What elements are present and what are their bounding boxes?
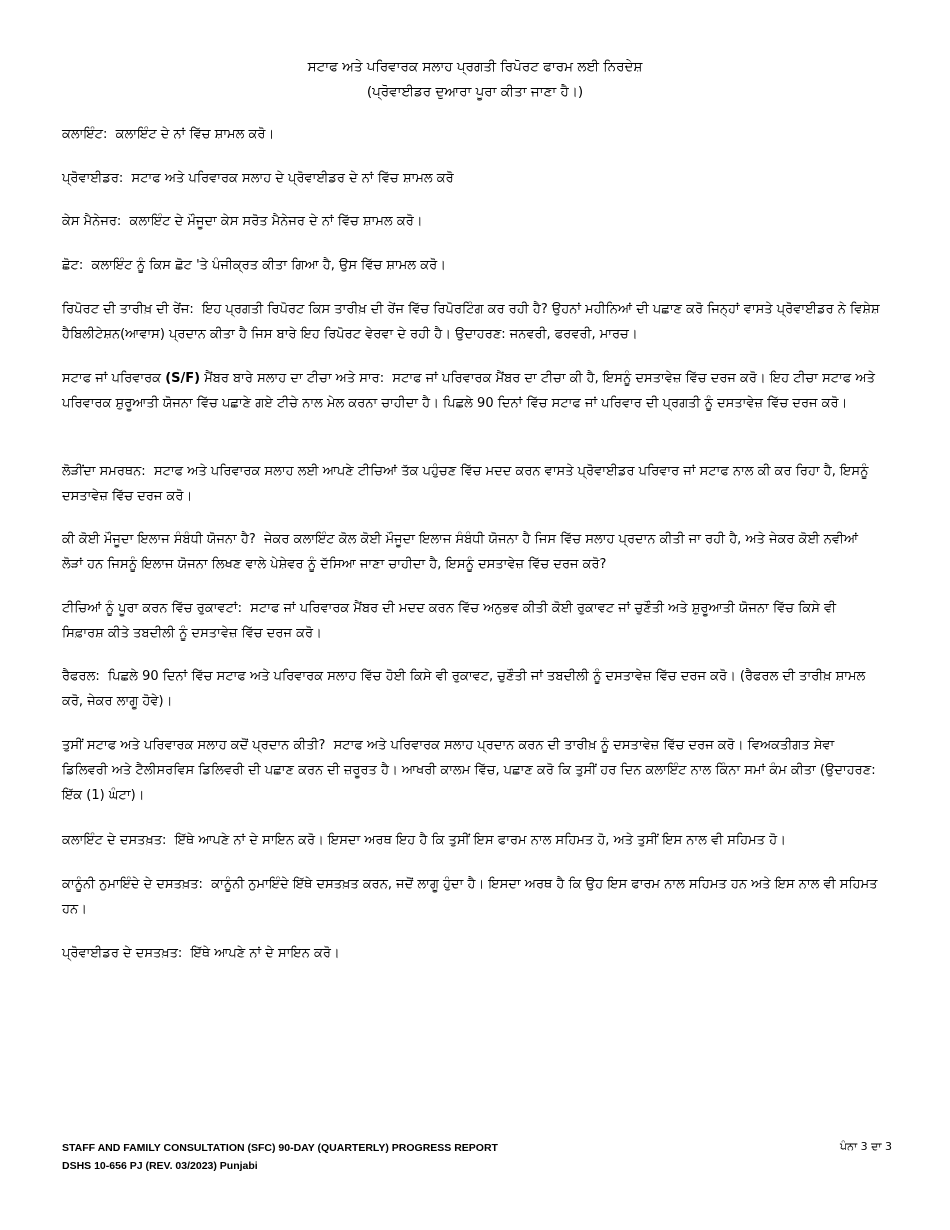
instruction-client-signature [62,828,882,853]
instruction-label: ਰਿਪੋਰਟ ਦੀ ਤਾਰੀਖ਼ ਦੀ ਰੇਂਜ: [62,302,194,317]
instruction-label: ਕੇਸ ਮੈਨੇਜਰ: [62,214,122,229]
instruction-consultation-dates [62,733,882,808]
instruction-barriers [62,596,882,646]
instruction-text: ਕਲਾਇੰਟ ਨੂੰ ਕਿਸ ਛੋਟ 'ਤੇ ਪੰਜੀਕ੍ਰਤ ਕੀਤਾ ਗਿਆ ਹੈ, ਉਸ ਵਿੱਚ ਸ਼ਾਮਲ ਕਰੋ। [91,258,446,273]
page-number: ਪੰਨਾ 3 ਦਾ 3 [839,1140,892,1153]
instruction-legal-rep-signature [62,872,882,922]
footer-form-info [62,1139,498,1175]
instruction-label: ਕਾਨੂੰਨੀ ਨੁਮਾਇੰਦੇ ਦੇ ਦਸਤਖ਼ਤ: [62,877,203,892]
instruction-label-code: (S/F) [165,371,201,386]
instruction-text: ਕਲਾਇੰਟ ਦੇ ਮੌਜੂਦਾ ਕੇਸ ਸਰੋਤ ਮੈਨੇਜਰ ਦੇ ਨਾਂ ਵਿੱਚ ਸ਼ਾਮਲ ਕਰੋ। [129,214,423,229]
document-title: ਸਟਾਫ ਅਤੇ ਪਰਿਵਾਰਕ ਸਲਾਹ ਪ੍ਰਗਤੀ ਰਿਪੋਰਟ ਫਾਰਮ ਲਈ ਨਿਰਦੇਸ਼ [307,59,643,75]
instruction-text: ਕਲਾਇੰਟ ਦੇ ਨਾਂ ਵਿੱਚ ਸ਼ਾਮਲ ਕਰੋ। [115,127,275,142]
instruction-label: ਰੈਫਰਲ: [62,669,100,684]
instruction-label-tail: ਮੈਂਬਰ ਬਾਰੇ ਸਲਾਹ ਦਾ ਟੀਚਾ ਅਤੇ ਸਾਰ: [204,371,385,386]
instruction-text: ਸਟਾਫ ਅਤੇ ਪਰਿਵਾਰਕ ਸਲਾਹ ਦੇ ਪ੍ਰੋਵਾਈਡਰ ਦੇ ਨਾਂ ਵਿੱਚ ਸ਼ਾਮਲ ਕਰੋ [131,171,454,186]
instruction-text: ਸਟਾਫ ਜਾਂ ਪਰਿਵਾਰਕ ਮੈਂਬਰ ਦੀ ਮਦਦ ਕਰਨ ਵਿੱਚ ਅਨੁਭਵ ਕੀਤੀ ਕੋਈ ਰੁਕਾਵਟ ਜਾਂ ਚੁਣੌਤੀ ਅਤੇ ਸ਼ੁਰੂਆਤੀ ਯੋਜਨਾ ਵਿੱਚ ਕਿਸੇ ਵੀ ਸਿਫ਼ਾਰਸ਼ ਕੀਤੇ ਤਬਦੀਲੀ ਨੂੰ ਦਸਤਾਵੇਜ਼ ਵਿੱਚ ਦਰਜ ਕਰੋ। [62,601,837,641]
instruction-case-manager [62,209,882,234]
instruction-text: ਸਟਾਫ ਅਤੇ ਪਰਿਵਾਰਕ ਸਲਾਹ ਪ੍ਰਦਾਨ ਕਰਨ ਦੀ ਤਾਰੀਖ਼ ਨੂੰ ਦਸਤਾਵੇਜ਼ ਵਿੱਚ ਦਰਜ ਕਰੋ। ਵਿਅਕਤੀਗਤ ਸੇਵਾ ਡਿਲਿਵਰੀ ਅਤੇ ਟੈਲੀਸਰਵਿਸ ਡਿਲਿਵਰੀ ਦੀ ਪਛਾਣ ਕਰਨ ਦੀ ਜ਼ਰੂਰਤ ਹੈ। ਆਖਰੀ ਕਾਲਮ ਵਿੱਚ, ਪਛਾਣ ਕਰੋ ਕਿ ਤੁਸੀਂ ਹਰ ਦਿਨ ਕਲਾਇੰਟ ਨਾਲ ਕਿੰਨਾ ਸਮਾਂ ਕੰਮ ਕੀਤਾ (ਉਦਾਹਰਣ: ਇੱਕ (1) ਘੰਟਾ)। [62,738,876,803]
instruction-label: ਛੋਟ: [62,258,84,273]
instruction-waiver [62,253,882,278]
instruction-provider-signature [62,941,882,966]
instruction-text: ਕਾਨੂੰਨੀ ਨੁਮਾਇੰਦੇ ਇੱਥੇ ਦਸਤਖ਼ਤ ਕਰਨ, ਜਦੋਂ ਲਾਗੂ ਹੁੰਦਾ ਹੈ। ਇਸਦਾ ਅਰਥ ਹੈ ਕਿ ਉਹ ਇਸ ਫਾਰਮ ਨਾਲ ਸਹਿਮਤ ਹਨ ਅਤੇ ਇਸ ਨਾਲ ਵੀ ਸਹਿਮਤ ਹਨ। [62,877,878,917]
instruction-provider [62,166,882,191]
instruction-client [62,122,882,147]
instruction-report-date-range [62,297,882,347]
footer-form-number: DSHS 10-656 PJ (REV. 03/2023) Punjabi [62,1160,258,1172]
instruction-referral [62,664,882,714]
instruction-label: ਕਲਾਇੰਟ ਦੇ ਦਸਤਖ਼ਤ: [62,833,167,848]
instruction-label: ਸਟਾਫ ਜਾਂ ਪਰਿਵਾਰਕ [62,371,162,386]
instruction-label: ਟੀਚਿਆਂ ਨੂੰ ਪੂਰਾ ਕਰਨ ਵਿੱਚ ਰੁਕਾਵਟਾਂ: [62,601,242,616]
instruction-label: ਕਲਾਇੰਟ: [62,127,108,142]
instruction-support-needed [62,459,882,509]
instruction-label: ਕੀ ਕੋਈ ਮੌਜੂਦਾ ਇਲਾਜ ਸੰਬੰਧੀ ਯੋਜਨਾ ਹੈ? [62,532,256,547]
instruction-label: ਪ੍ਰੋਵਾਈਡਰ: [62,171,124,186]
instruction-label: ਤੁਸੀਂ ਸਟਾਫ ਅਤੇ ਪਰਿਵਾਰਕ ਸਲਾਹ ਕਦੋਂ ਪ੍ਰਦਾਨ ਕੀਤੀ? [62,738,326,753]
document-subtitle: (ਪ੍ਰੋਵਾਈਡਰ ਦੁਆਰਾ ਪੂਰਾ ਕੀਤਾ ਜਾਣਾ ਹੈ।) [366,84,584,100]
instruction-text: ਇਹ ਪ੍ਰਗਤੀ ਰਿਪੋਰਟ ਕਿਸ ਤਾਰੀਖ਼ ਦੀ ਰੇਂਜ ਵਿੱਚ ਰਿਪੋਰਟਿੰਗ ਕਰ ਰਹੀ ਹੈ? ਉਹਨਾਂ ਮਹੀਨਿਆਂ ਦੀ ਪਛਾਣ ਕਰੋ ਜਿਨ੍ਹਾਂ ਵਾਸਤੇ ਪ੍ਰੋਵਾਈਡਰ ਨੇ ਵਿਸ਼ੇਸ਼ ਹੈਬਿਲੀਟੇਸ਼ਨ(ਆਵਾਸ) ਪ੍ਰਦਾਨ ਕੀਤਾ ਹੈ ਜਿਸ ਬਾਰੇ ਇਹ ਰਿਪੋਰਟ ਵੇਰਵਾ ਦੇ ਰਹੀ ਹੈ। ਉਦਾਹਰਣ: ਜਨਵਰੀ, ਫਰਵਰੀ, ਮਾਰਚ। [62,302,880,342]
instruction-text: ਪਿਛਲੇ 90 ਦਿਨਾਂ ਵਿੱਚ ਸਟਾਫ ਅਤੇ ਪਰਿਵਾਰਕ ਸਲਾਹ ਵਿੱਚ ਹੋਈ ਕਿਸੇ ਵੀ ਰੁਕਾਵਟ, ਚੁਣੌਤੀ ਜਾਂ ਤਬਦੀਲੀ ਨੂੰ ਦਸਤਾਵੇਜ਼ ਵਿੱਚ ਦਰਜ ਕਰੋ। (ਰੈਫਰਲ ਦੀ ਤਾਰੀਖ਼ ਸ਼ਾਮਲ ਕਰੋ, ਜੇਕਰ ਲਾਗੂ ਹੋਵੇ)। [62,669,866,709]
instruction-text: ਇੱਥੇ ਆਪਣੇ ਨਾਂ ਦੇ ਸਾਇਨ ਕਰੋ। ਇਸਦਾ ਅਰਥ ਇਹ ਹੈ ਕਿ ਤੁਸੀਂ ਇਸ ਫਾਰਮ ਨਾਲ ਸਹਿਮਤ ਹੋ, ਅਤੇ ਤੁਸੀਂ ਇਸ ਨਾਲ ਵੀ ਸਹਿਮਤ ਹੋ। [174,833,786,848]
instruction-label: ਪ੍ਰੋਵਾਈਡਰ ਦੇ ਦਸਤਖ਼ਤ: [62,946,183,961]
instruction-text: ਇੱਥੇ ਆਪਣੇ ਨਾਂ ਦੇ ਸਾਇਨ ਕਰੋ। [190,946,340,961]
instruction-treatment-plan [62,527,882,577]
footer-form-title: STAFF AND FAMILY CONSULTATION (SFC) 90-DAY (QUARTERLY) PROGRESS REPORT [62,1142,498,1154]
instruction-label: ਲੋੜੀਂਦਾ ਸਮਰਥਨ: [62,464,146,479]
instruction-goal-summary [62,366,882,416]
instruction-text: ਸਟਾਫ ਜਾਂ ਪਰਿਵਾਰਕ ਮੈਂਬਰ ਦਾ ਟੀਚਾ ਕੀ ਹੈ, ਇਸਨੂੰ ਦਸਤਾਵੇਜ਼ ਵਿੱਚ ਦਰਜ ਕਰੋ। ਇਹ ਟੀਚਾ ਸਟਾਫ ਅਤੇ ਪਰਿਵਾਰਕ ਸ਼ੁਰੂਆਤੀ ਯੋਜਨਾ ਵਿੱਚ ਪਛਾਣੇ ਗਏ ਟੀਚੇ ਨਾਲ ਮੇਲ ਕਰਨਾ ਚਾਹੀਦਾ ਹੈ। ਪਿਛਲੇ 90 ਦਿਨਾਂ ਵਿੱਚ ਸਟਾਫ ਜਾਂ ਪਰਿਵਾਰ ਦੀ ਪ੍ਰਗਤੀ ਨੂੰ ਦਸਤਾਵੇਜ਼ ਵਿੱਚ ਦਰਜ ਕਰੋ। [62,371,875,411]
instruction-text: ਸਟਾਫ ਅਤੇ ਪਰਿਵਾਰਕ ਸਲਾਹ ਲਈ ਆਪਣੇ ਟੀਚਿਆਂ ਤੱਕ ਪਹੁੰਚਣ ਵਿੱਚ ਮਦਦ ਕਰਨ ਵਾਸਤੇ ਪ੍ਰੋਵਾਈਡਰ ਪਰਿਵਾਰ ਜਾਂ ਸਟਾਫ ਨਾਲ ਕੀ ਕਰ ਰਿਹਾ ਹੈ, ਇਸਨੂੰ ਦਸਤਾਵੇਜ਼ ਵਿੱਚ ਦਰਜ ਕਰੋ। [62,464,869,504]
instruction-text: ਜੇਕਰ ਕਲਾਇੰਟ ਕੋਲ ਕੋਈ ਮੌਜੂਦਾ ਇਲਾਜ ਸੰਬੰਧੀ ਯੋਜਨਾ ਹੈ ਜਿਸ ਵਿੱਚ ਸਲਾਹ ਪ੍ਰਦਾਨ ਕੀਤੀ ਜਾ ਰਹੀ ਹੈ, ਅਤੇ ਜੇਕਰ ਕੋਈ ਨਵੀਆਂ ਲੋੜਾਂ ਹਨ ਜਿਸਨੂੰ ਇਲਾਜ ਯੋਜਨਾ ਲਿਖਣ ਵਾਲੇ ਪੇਸ਼ੇਵਰ ਨੂੰ ਦੱਸਿਆ ਜਾਣਾ ਚਾਹੀਦਾ ਹੈ, ਇਸਨੂੰ ਦਸਤਾਵੇਜ਼ ਵਿੱਚ ਦਰਜ ਕਰੋ? [62,532,859,572]
